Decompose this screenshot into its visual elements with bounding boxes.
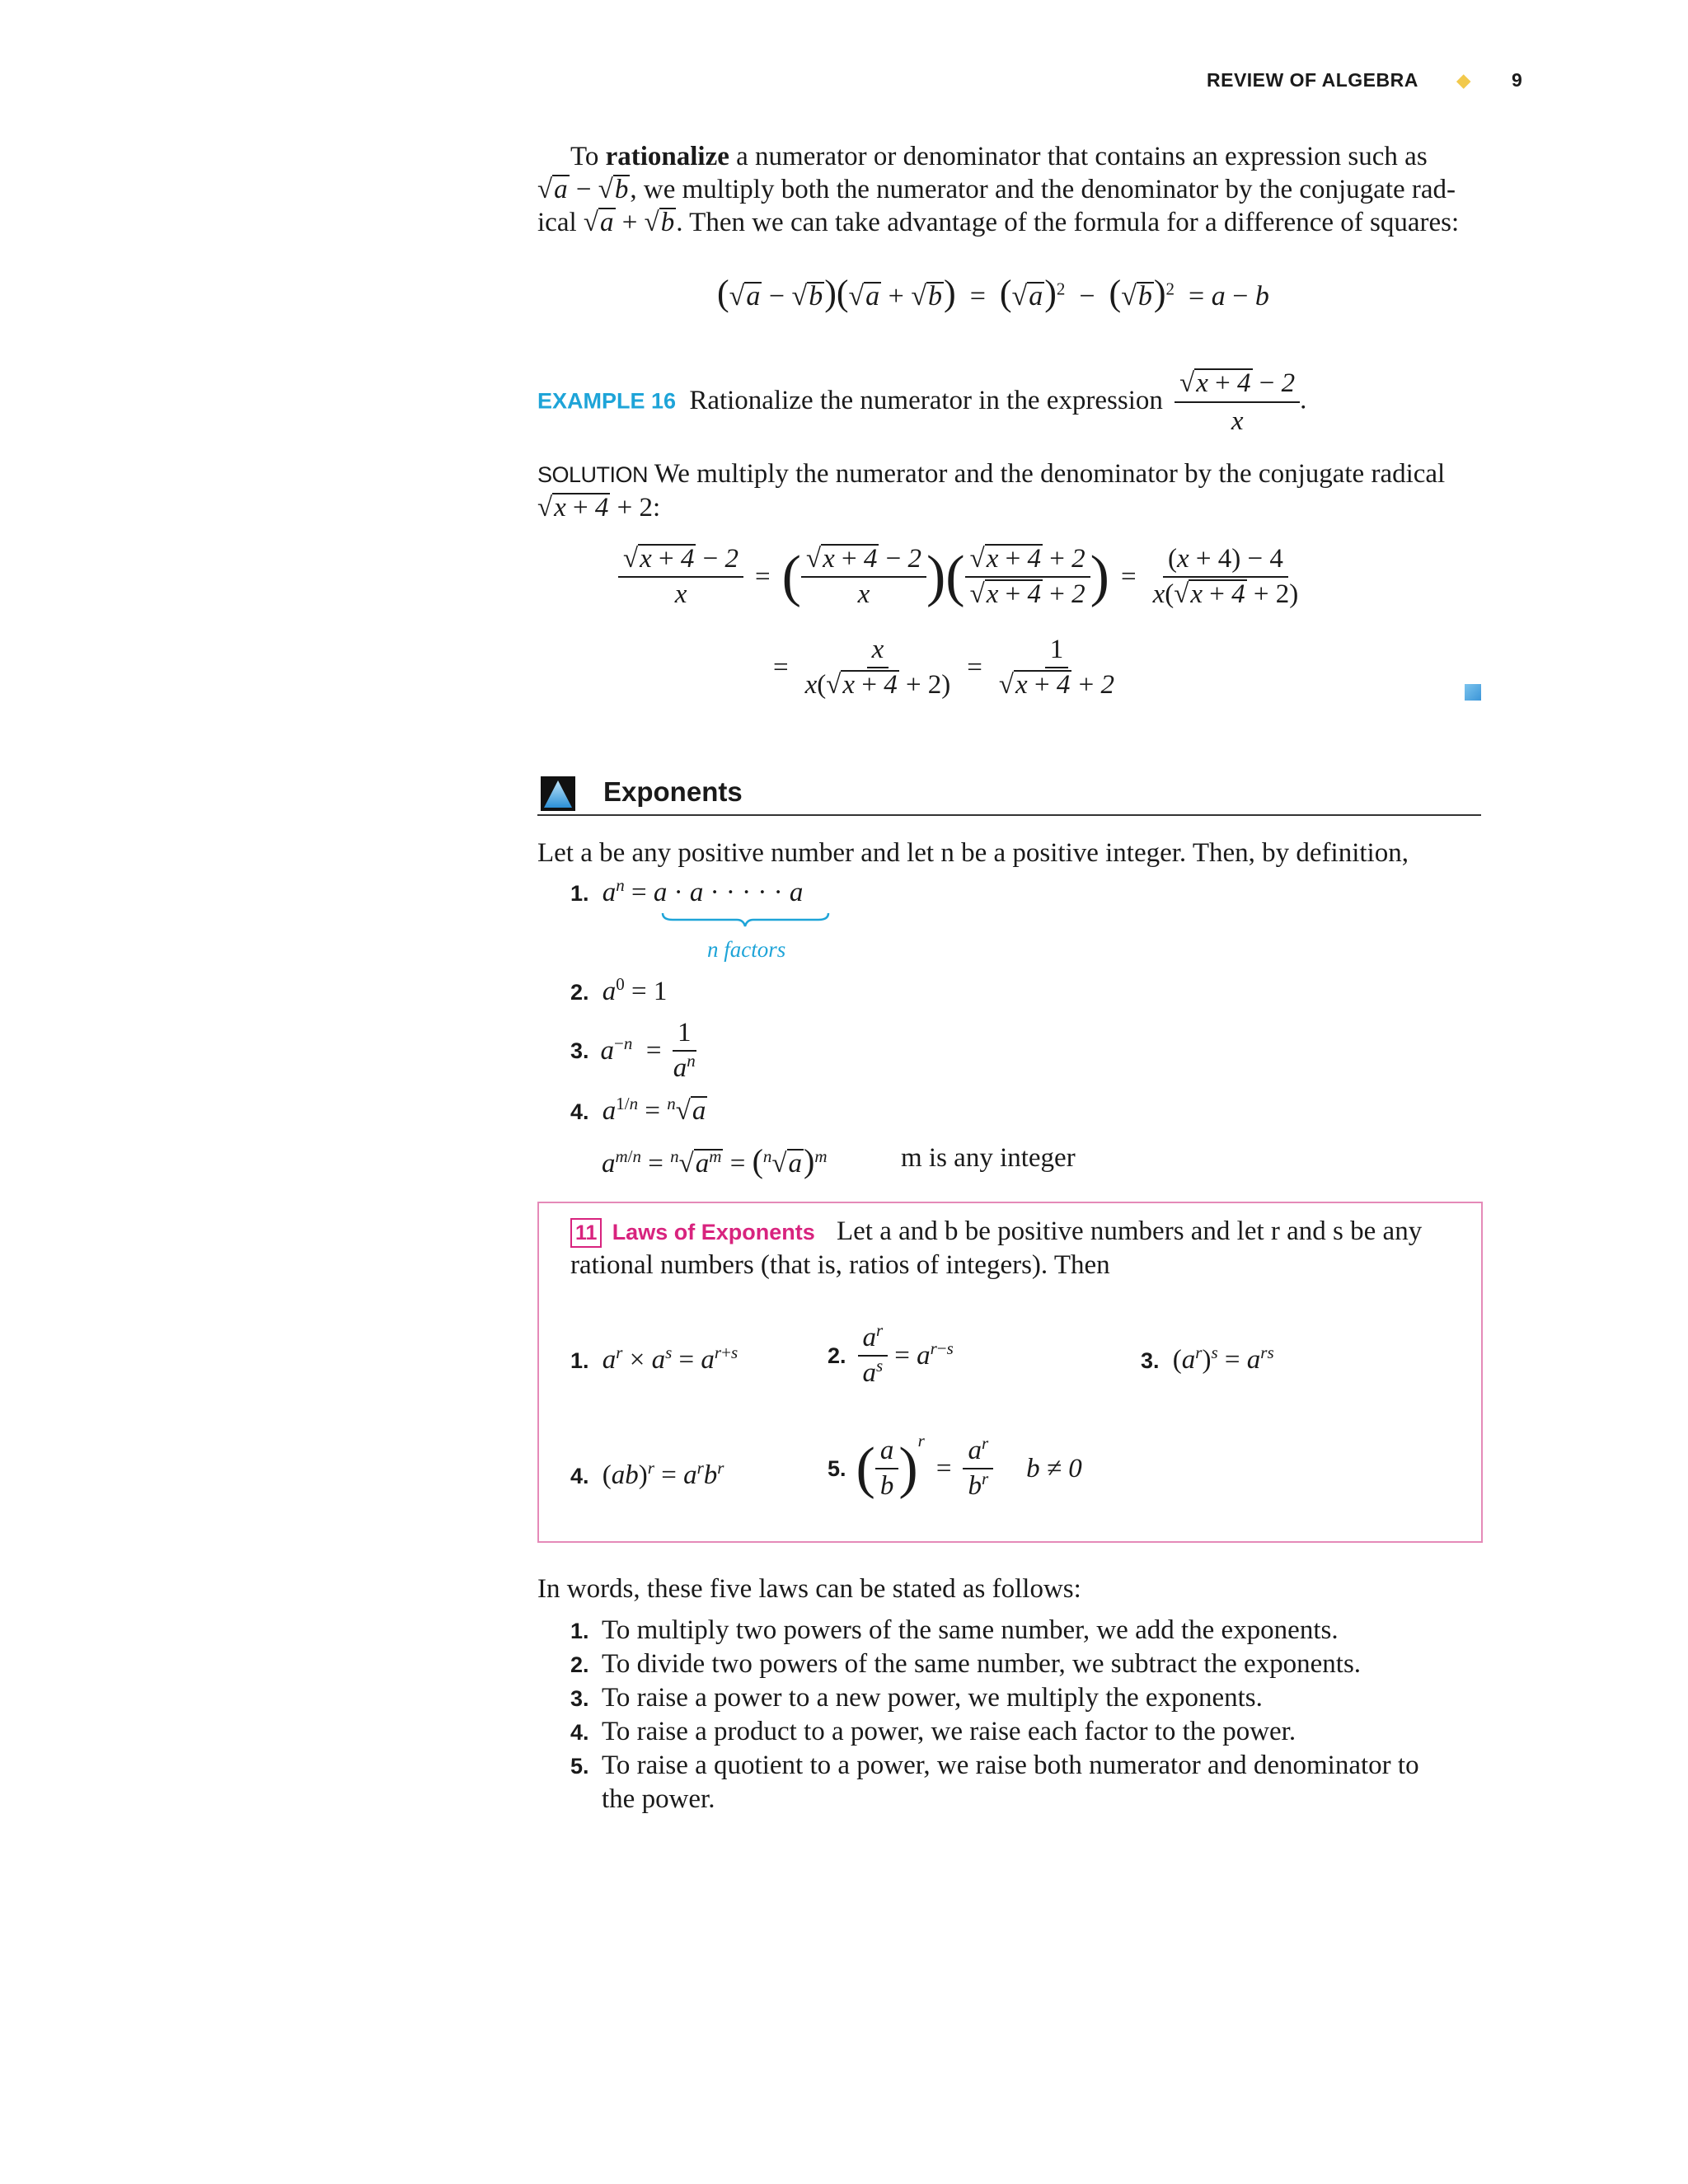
- solution-equation-1: $\frac{√x + 4 - 2}{x}$ = ( $\frac{√x + 4 - 2}{x}$ )( $\frac{√x + 4 + 2}{√x + 4 + 2}$ ) = $\frac{(x + 4) - 4}{x(√x + 4 + 2)}$: [618, 544, 1303, 610]
- definition-4b: $a^{m/n} = ^n√a^m = (^n√a)^m$: [602, 1142, 828, 1179]
- example-text: Rationalize the numerator in the expression: [689, 385, 1163, 415]
- definition-3: 3. $a^{-n}$ = $\frac{1}{a^n}$: [570, 1018, 696, 1083]
- laws-line-1: Let a and b be positive numbers and let r and s be any: [836, 1216, 1423, 1246]
- conjugate-radical: √x + 4 + 2:: [537, 493, 661, 523]
- expr-conjugate: √a + √b: [583, 208, 675, 237]
- definition-4: 4. $a^{1/n} = ^n√a$: [570, 1094, 706, 1126]
- n-factors-label: n factors: [707, 937, 786, 962]
- definition-1: 1. $a^n = a \cdot a$ · · · · · a: [570, 875, 804, 907]
- list-item: 4. To raise a product to a power, we raise each factor to the power.: [570, 1717, 1296, 1746]
- example-expression: $\frac{√x + 4 - 2}{x}$: [1175, 367, 1300, 438]
- solution-text: We multiply the numerator and the denominator by the conjugate radical: [654, 459, 1446, 489]
- section-title: REVIEW OF ALGEBRA: [1207, 69, 1418, 91]
- m-integer-note: m is any integer: [901, 1143, 1076, 1173]
- laws-of-exponents-box: [537, 1202, 1483, 1543]
- exponents-title: Exponents: [603, 776, 743, 807]
- intro-text-4: ical: [537, 208, 577, 237]
- intro-text-3: , we multiply both the numerator and the denominator by the conjugate rad-: [630, 175, 1456, 204]
- definition-2: 2. $a^0 = 1$: [570, 974, 668, 1006]
- law-2: 2. $\frac{a^r}{a^s}$ = $a^{r-s}$: [828, 1320, 954, 1388]
- list-item: 1. To multiply two powers of the same number, we add the exponents.: [570, 1615, 1339, 1645]
- intro-text-5: . Then we can take advantage of the formula for a difference of squares:: [676, 208, 1460, 237]
- list-item: 2. To divide two powers of the same number, we subtract the exponents.: [570, 1649, 1362, 1679]
- intro-text-2: a numerator or denominator that contains an expression such as: [736, 142, 1428, 171]
- laws-header: [570, 1215, 1452, 1282]
- frac-result-1: $\frac{(x + 4) - 4}{x(√x + 4 + 2)}$: [1152, 544, 1299, 609]
- solution-equation-2: = $\frac{x}{x(√x + 4 + 2)}$ = $\frac{1}{√x + 4 + 2}$: [773, 635, 1119, 701]
- exponents-intro: Let a be any positive number and let n be a positive integer. Then, by definition,: [537, 838, 1409, 868]
- frac-factor-2: $\frac{√x + 4 + 2}{√x + 4 + 2}$: [965, 544, 1090, 610]
- laws-line-2: rational numbers (that is, ratios of integers). Then: [570, 1250, 1110, 1280]
- example-label: EXAMPLE 16: [537, 388, 677, 414]
- running-header: [1207, 69, 1522, 91]
- law-5: 5. ( $\frac{a}{b}$ ) r = $\frac{a^r}{b^r}$ b ≠ 0: [828, 1431, 1082, 1501]
- solution: [537, 457, 1481, 524]
- intro-text-1: To: [570, 142, 599, 171]
- term-rationalize: rationalize: [605, 142, 729, 171]
- frac-result-final: $\frac{1}{√x + 4 + 2}$: [998, 635, 1114, 700]
- frac-result-2: $\frac{x}{x(√x + 4 + 2)}$: [804, 635, 951, 700]
- intro-paragraph: [537, 140, 1481, 239]
- page-number: 9: [1511, 69, 1523, 91]
- words-intro: In words, these five laws can be stated as follows:: [537, 1574, 1081, 1604]
- frac-original: $\frac{√x + 4 - 2}{x}$: [618, 544, 743, 610]
- solution-label: SOLUTION: [537, 462, 649, 487]
- frac-factor-1: $\frac{√x + 4 - 2}{x}$: [801, 544, 926, 610]
- underbrace: [661, 912, 830, 930]
- laws-title: Laws of Exponents: [612, 1220, 815, 1244]
- theorem-number: 11: [570, 1218, 602, 1248]
- example-16: EXAMPLE 16 Rationalize the numerator in the expression $\frac{√x + 4 - 2}{x}$ .: [537, 368, 1307, 436]
- law-3: 3. $(a^r)^s = a^{rs}$: [1141, 1343, 1274, 1375]
- exponents-heading: [537, 775, 1481, 816]
- triangle-icon: [541, 776, 575, 811]
- law-5-condition: b ≠ 0: [1026, 1453, 1082, 1483]
- list-item: 5. To raise a quotient to a power, we raise both numerator and denominator to: [570, 1750, 1419, 1780]
- difference-of-squares-formula: $(√a - √b)(√a + √b) = (√a)^2 - (√b)^2 = a - b$: [717, 273, 1269, 313]
- end-of-proof-square: [1465, 684, 1481, 701]
- list-item: 3. To raise a power to a new power, we multiply the exponents.: [570, 1683, 1263, 1713]
- law-1: 1. $a^r \times a^s = a^{r+s}$: [570, 1343, 738, 1375]
- law-4: 4. $(ab)^r = a^rb^r$: [570, 1458, 724, 1490]
- list-item-continuation: the power.: [602, 1784, 715, 1814]
- words-list: [570, 1614, 1481, 1816]
- expr-sqrt-a-minus-sqrt-b: √a − √b: [537, 175, 629, 204]
- diamond-icon: ◆: [1456, 69, 1472, 91]
